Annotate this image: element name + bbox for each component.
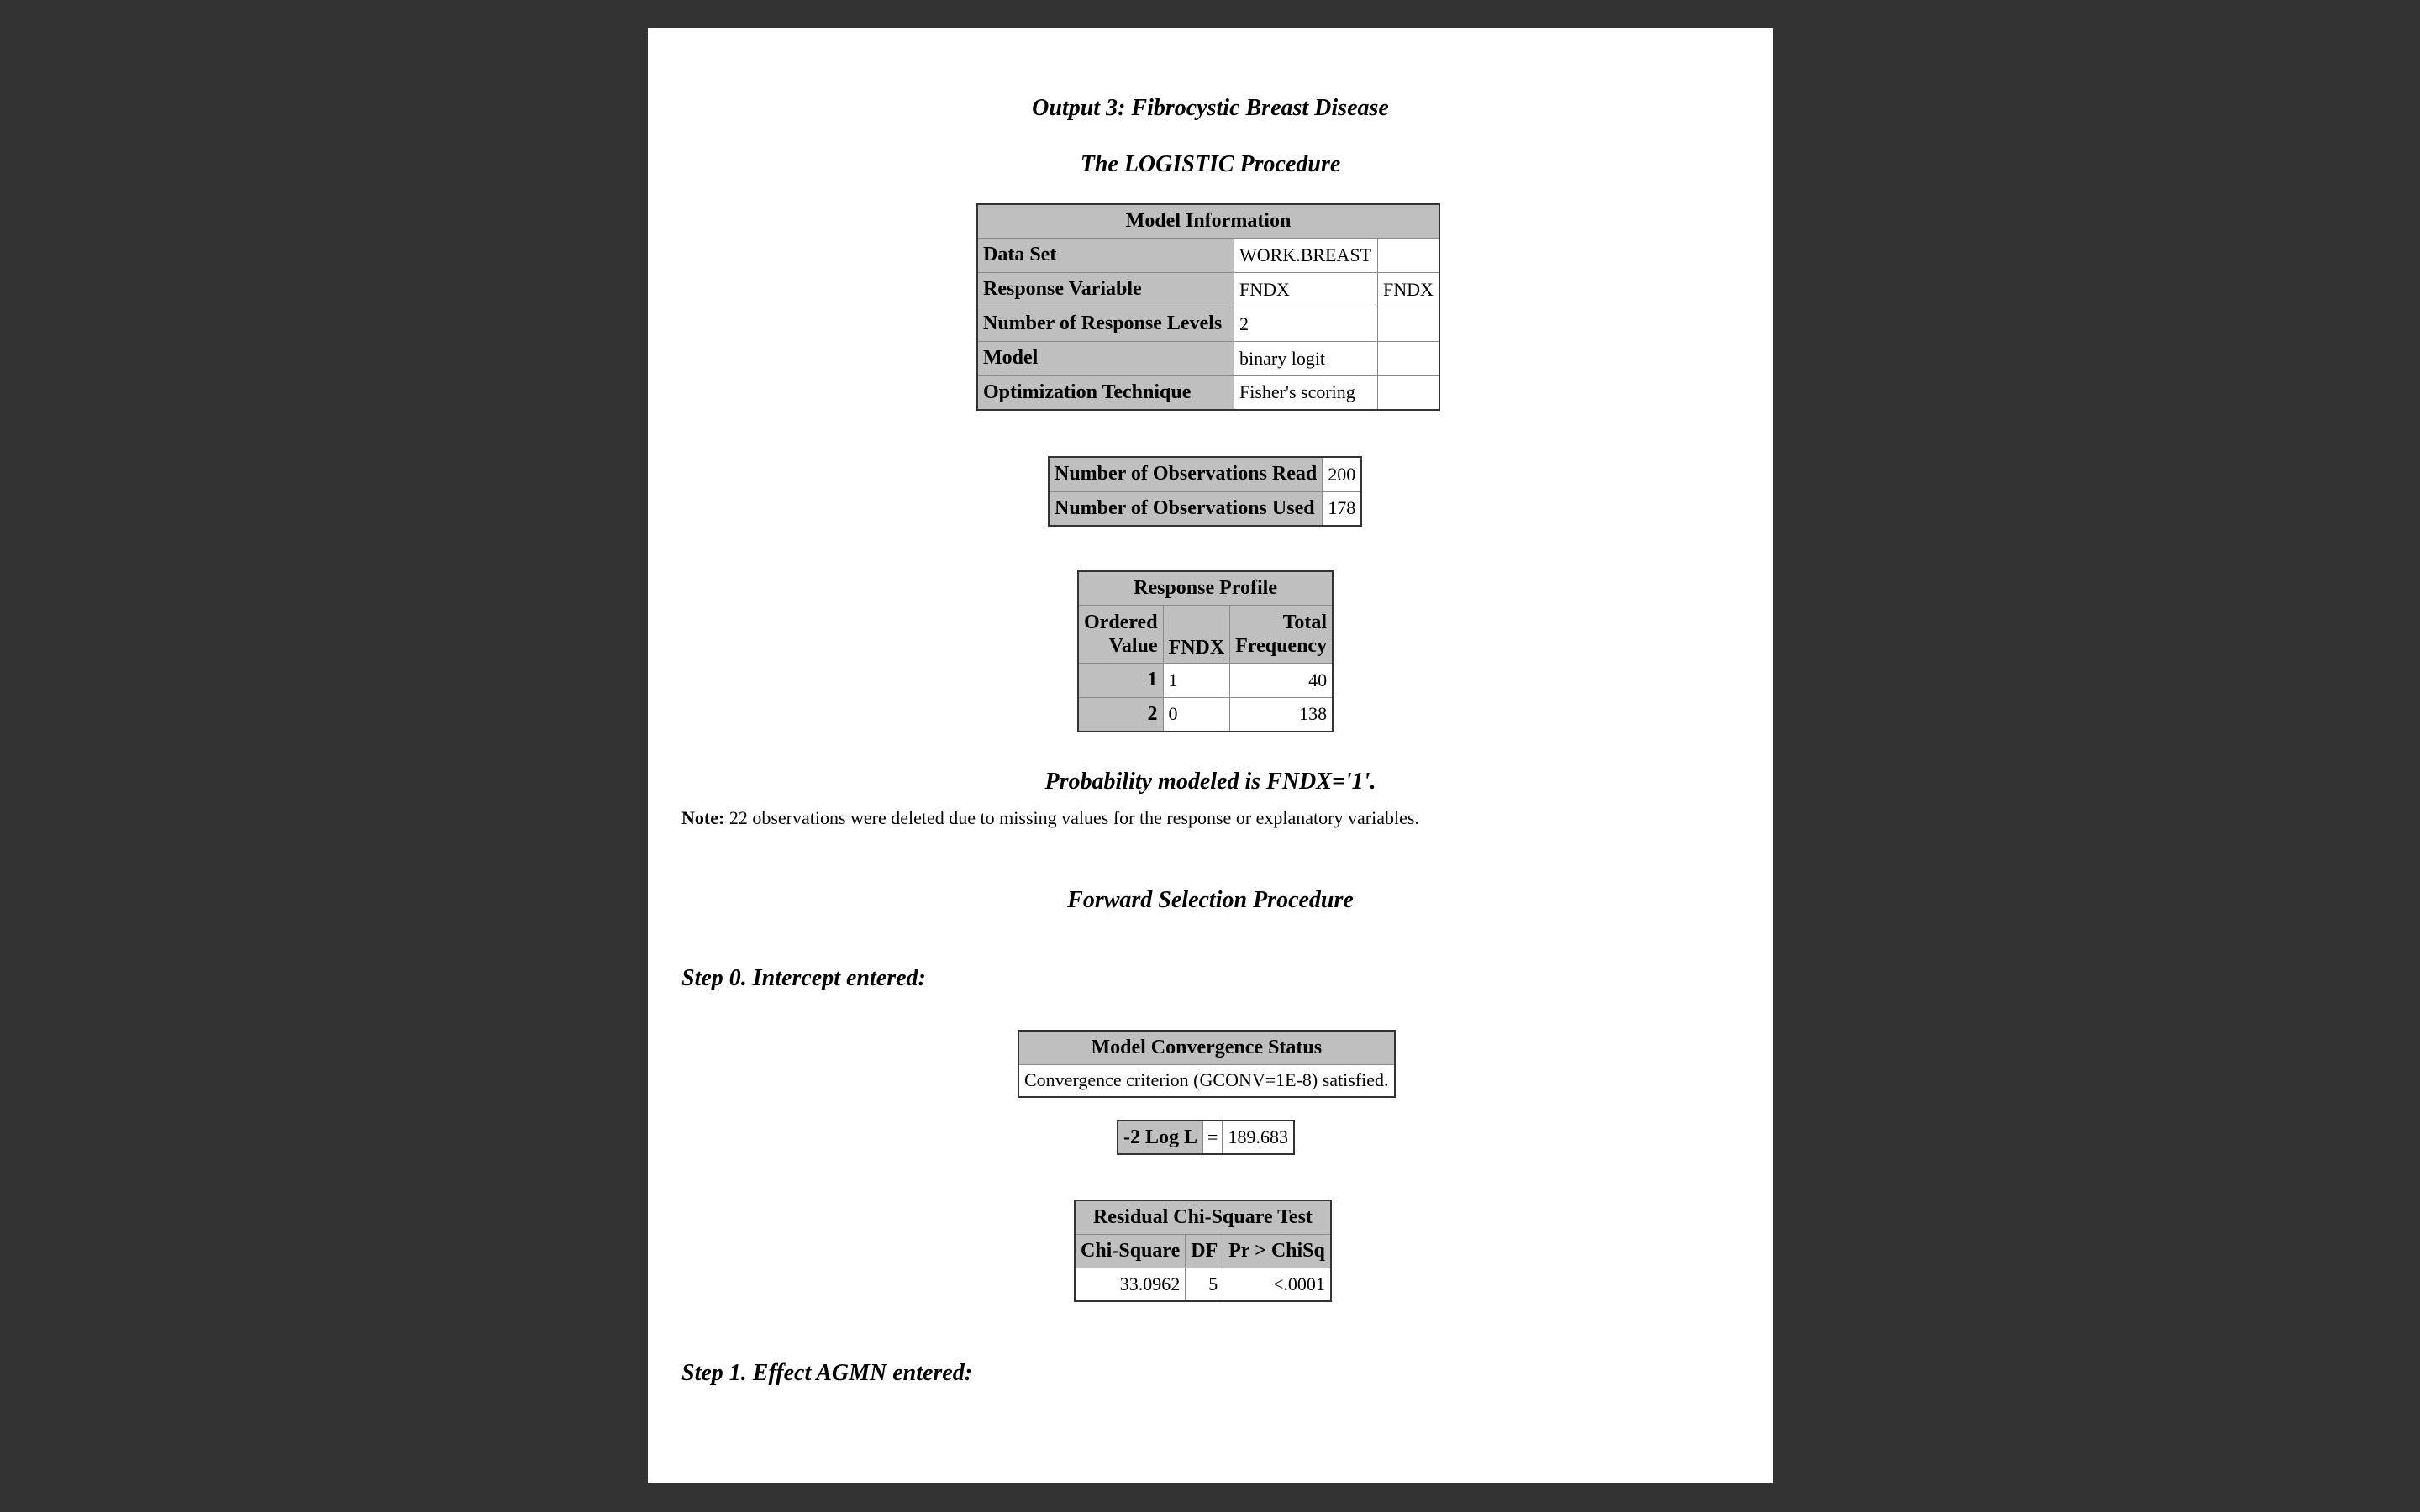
ordered-header-line2: Value xyxy=(1108,634,1158,657)
response-profile-table xyxy=(1077,570,1334,732)
response-profile-caption: Response Profile xyxy=(1078,571,1333,605)
row-value: 200 xyxy=(1323,457,1362,491)
table-row xyxy=(977,307,1439,341)
convergence-status-table xyxy=(1018,1030,1396,1098)
table-row xyxy=(1049,491,1361,526)
observations-table xyxy=(1048,456,1362,527)
forward-selection-title: Forward Selection Procedure xyxy=(1067,887,1354,913)
row-label: Data Set xyxy=(977,238,1234,272)
ordered-value: 1 xyxy=(1078,663,1163,697)
note-text: 22 observations were deleted due to missing values for the response or explanatory variables. xyxy=(729,807,1419,828)
loglik-value: 189.683 xyxy=(1223,1121,1294,1154)
ordered-header-line1: Ordered xyxy=(1084,611,1158,633)
fndx-header: FNDX xyxy=(1163,605,1230,663)
row-value: 178 xyxy=(1323,491,1362,526)
output-title: Output 3: Fibrocystic Breast Disease xyxy=(1032,95,1389,121)
df-value: 5 xyxy=(1186,1268,1223,1301)
row-extra: FNDX xyxy=(1378,272,1440,307)
pr-value: <.0001 xyxy=(1223,1268,1331,1301)
total-frequency-header xyxy=(1230,605,1333,663)
probability-note: Probability modeled is FNDX='1'. xyxy=(1044,769,1376,795)
model-information-caption: Model Information xyxy=(977,204,1439,238)
loglik-equals: = xyxy=(1203,1121,1223,1154)
chisq-value: 33.0962 xyxy=(1075,1268,1186,1301)
row-label: Response Variable xyxy=(977,272,1234,307)
table-row xyxy=(1078,697,1333,732)
fndx-value: 0 xyxy=(1163,697,1230,732)
total-header-line2: Frequency xyxy=(1235,634,1328,657)
output-page xyxy=(648,28,1773,1483)
frequency-value: 138 xyxy=(1230,697,1333,732)
note-label: Note: xyxy=(681,807,725,828)
step0-heading: Step 0. Intercept entered: xyxy=(681,965,926,991)
step1-heading: Step 1. Effect AGMN entered: xyxy=(681,1360,973,1386)
table-row xyxy=(977,272,1439,307)
table-row xyxy=(1075,1268,1331,1301)
row-label: Number of Observations Read xyxy=(1049,457,1323,491)
row-value: 2 xyxy=(1234,307,1378,341)
table-row xyxy=(977,238,1439,272)
note-line xyxy=(681,807,1419,829)
convergence-caption: Model Convergence Status xyxy=(1018,1031,1395,1064)
row-extra xyxy=(1378,238,1440,272)
frequency-value: 40 xyxy=(1230,663,1333,697)
row-extra xyxy=(1378,341,1440,375)
row-extra xyxy=(1378,307,1440,341)
residual-caption: Residual Chi-Square Test xyxy=(1075,1200,1331,1234)
table-row xyxy=(1049,457,1361,491)
total-header-line1: Total xyxy=(1282,611,1328,633)
loglik-table xyxy=(1117,1120,1295,1155)
pr-header: Pr > ChiSq xyxy=(1223,1234,1331,1268)
table-row xyxy=(1078,663,1333,697)
row-value: Fisher's scoring xyxy=(1234,375,1378,410)
table-row xyxy=(977,341,1439,375)
model-information-table xyxy=(976,203,1440,411)
row-label: Model xyxy=(977,341,1234,375)
ordered-value: 2 xyxy=(1078,697,1163,732)
chisq-header: Chi-Square xyxy=(1075,1234,1186,1268)
df-header: DF xyxy=(1186,1234,1223,1268)
row-value: FNDX xyxy=(1234,272,1378,307)
procedure-title: The LOGISTIC Procedure xyxy=(1080,151,1341,177)
row-value: WORK.BREAST xyxy=(1234,238,1378,272)
row-label: Number of Response Levels xyxy=(977,307,1234,341)
convergence-text: Convergence criterion (GCONV=1E-8) satisfied. xyxy=(1018,1064,1395,1097)
row-label: Number of Observations Used xyxy=(1049,491,1323,526)
table-row xyxy=(977,375,1439,410)
fndx-value: 1 xyxy=(1163,663,1230,697)
ordered-value-header xyxy=(1078,605,1163,663)
loglik-label: -2 Log L xyxy=(1118,1121,1203,1154)
row-extra xyxy=(1378,375,1440,410)
residual-chisq-table xyxy=(1074,1200,1332,1302)
row-value: binary logit xyxy=(1234,341,1378,375)
row-label: Optimization Technique xyxy=(977,375,1234,410)
